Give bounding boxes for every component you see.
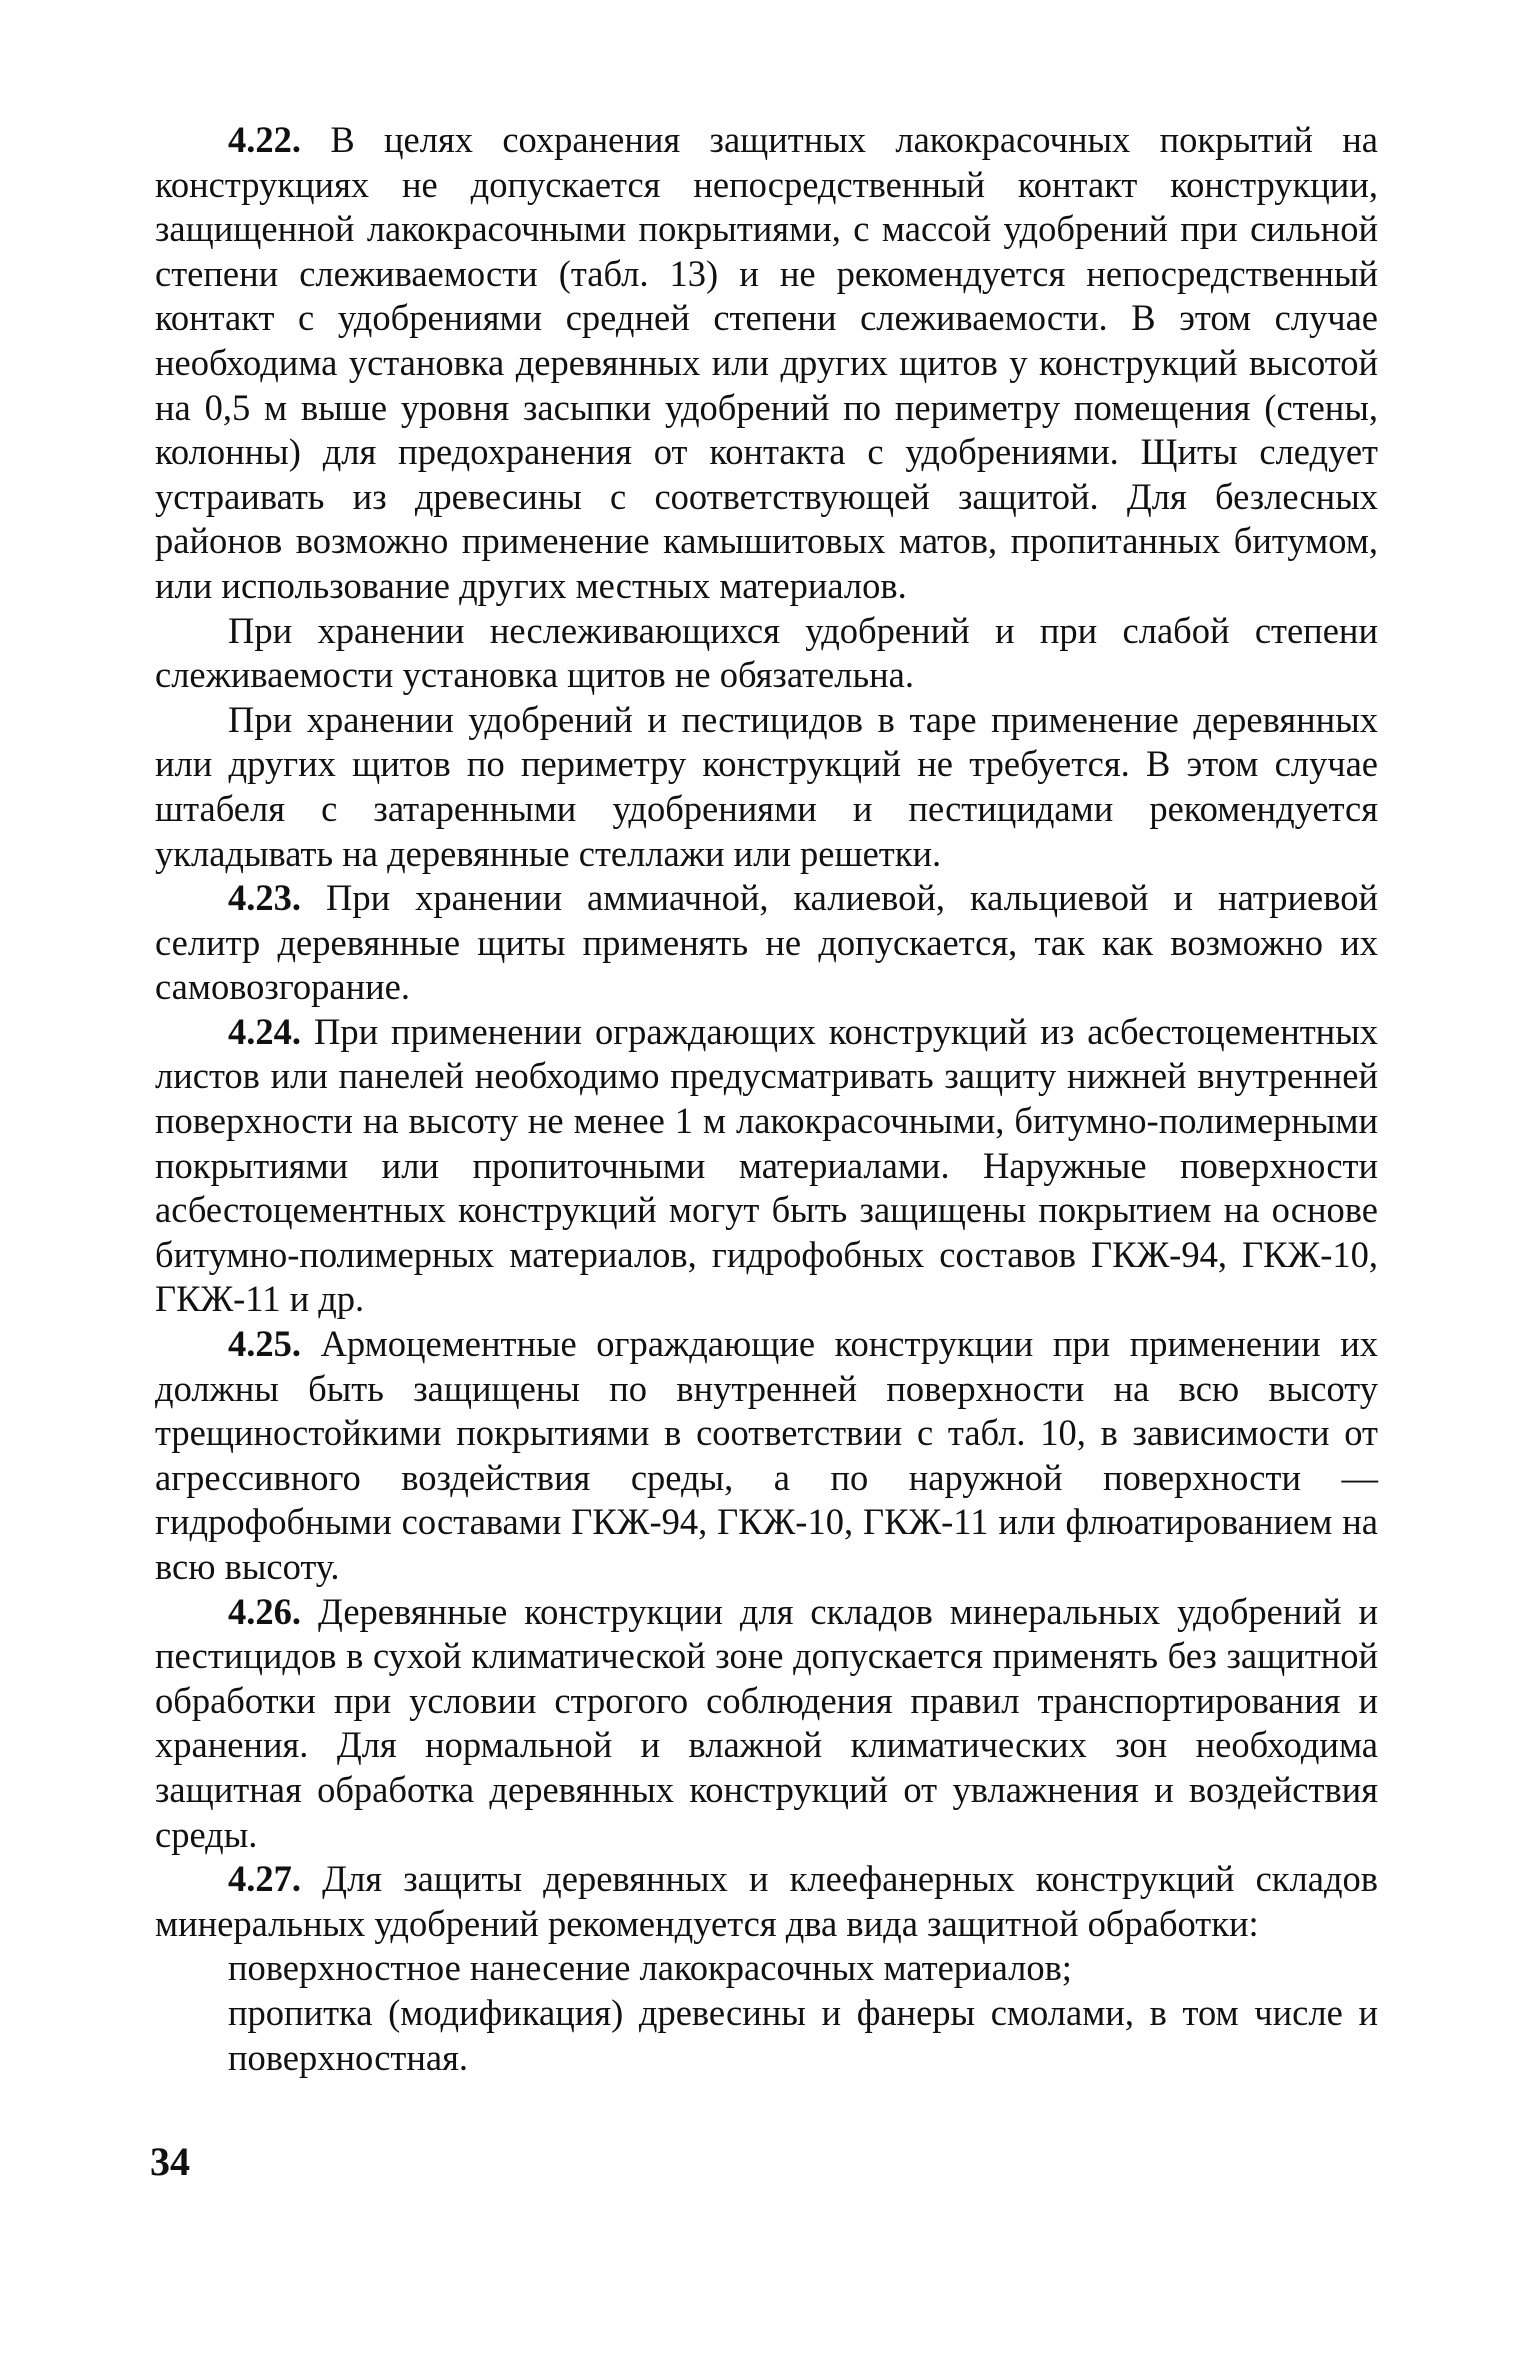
section-number: 4.23. xyxy=(228,877,301,919)
section-number: 4.22. xyxy=(228,119,301,160)
paragraph-unconsolidated xyxy=(155,609,1378,698)
section-number: 4.26. xyxy=(228,1590,301,1632)
paragraph-4-23 xyxy=(155,876,1378,1010)
page-number: 34 xyxy=(150,2139,190,2184)
paragraph-text: При применении ограждающих конструкций из асбестоцементных листов или панелей необходимо предусматривать защиту нижней внутренней поверхности на высоту не менее 1 м лакокрасочными, битумно-полимерными покрытиями или пропиточными материалами. Наружные поверхности асбестоцементных конструкций могут быть защищены покрытием на основе битумно-полимерных материалов, гидрофобных составов ГКЖ-94, ГКЖ-10, ГКЖ-11 и др. xyxy=(155,1010,1378,1320)
paragraph-text: При хранении аммиачной, калиевой, кальциевой и натриевой селитр деревянные щиты применять не допускается, так как возможно их самовозгорание. xyxy=(155,877,1378,1008)
paragraph-4-25 xyxy=(155,1322,1378,1590)
page-body xyxy=(155,118,1378,2080)
paragraph-text: Деревянные конструкции для складов минеральных удобрений и пестицидов в сухой климатической зоне допускается применять без защитной обработки при условии строгого соблюдения правил транспортирования и хранения. Для нормальной и влажной климатических зон необходима защитная обработка деревянных конструкций от увлажнения и воздействия среды. xyxy=(155,1590,1378,1855)
paragraph-4-24 xyxy=(155,1010,1378,1322)
paragraph-text: При хранении неслеживающихся удобрений и при слабой степени слеживаемости установка щитов не обязательна. xyxy=(155,609,1378,696)
paragraph-text: Для защиты деревянных и клеефанерных конструкций складов минеральных удобрений рекомендуется два вида защитной обработки: xyxy=(155,1858,1378,1944)
paragraph-text: В целях сохранения защитных лакокрасочных покрытий на конструкциях не допускается непосредственный контакт конструкции, защищенной лакокрасочными покрытиями, с массой удобрений при сильной степени слеживаемости (табл. 13) и не рекомендуется непосредственный контакт с удобрениями средней степени слеживаемости. В этом случае необходима установка деревянных или других щитов у конструкций высотой на 0,5 м выше уровня засыпки удобрений по периметру помещения (стены, колонны) для предохранения от контакта с удобрениями. Щиты следует устраивать из древесины с соответствующей защитой. Для безлесных районов возможно применение камышитовых матов, пропитанных битумом, или использование других местных материалов. xyxy=(155,119,1378,606)
paragraph-text: При хранении удобрений и пестицидов в таре применение деревянных или других щитов по периметру конструкций не требуется. В этом случае штабеля с затаренными удобрениями и пестицидами рекомендуется укладывать на деревянные стеллажи или решетки. xyxy=(155,698,1378,874)
paragraph-4-27 xyxy=(155,1857,1378,1946)
list-item: поверхностное нанесение лакокрасочных материалов; xyxy=(228,1947,1072,1989)
paragraph-4-26 xyxy=(155,1590,1378,1858)
section-number: 4.27. xyxy=(228,1858,301,1900)
section-number: 4.24. xyxy=(228,1010,301,1052)
section-number: 4.25. xyxy=(228,1323,301,1365)
list-item: пропитка (модификация) древесины и фанеры смолами, в том числе и поверхностная. xyxy=(228,1991,1378,2078)
paragraph-text: Армоцементные ограждающие конструкции при применении их должны быть защищены по внутренней поверхности на всю высоту трещиностойкими покрытиями в соответствии с табл. 10, в зависимости от агрессивного воздействия среды, а по наружной поверхности — гидрофобными составами ГКЖ-94, ГКЖ-10, ГКЖ-11 или флюатированием на всю высоту. xyxy=(155,1323,1378,1587)
paragraph-4-22 xyxy=(155,118,1378,609)
paragraph-packaged xyxy=(155,698,1378,876)
